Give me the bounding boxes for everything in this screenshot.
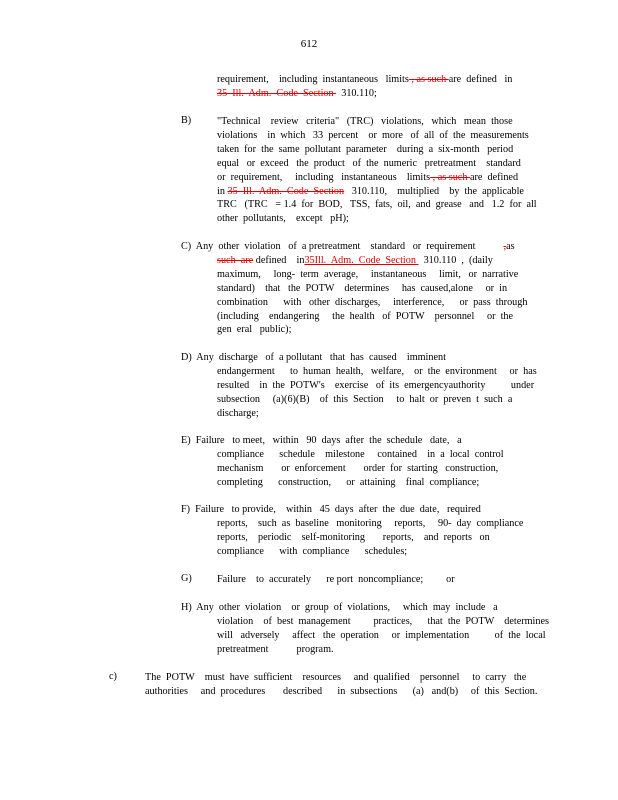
text-fragment: subsection (a)(6)(B) of this Section to halt or preven t such a xyxy=(217,393,513,405)
item-label-d: D) Any discharge of a pollutant that has caused imminent xyxy=(181,352,446,363)
text-line xyxy=(217,171,542,185)
text-fragment: violation of best management practices, that the POTW determines xyxy=(217,615,549,627)
item-b-text xyxy=(217,115,542,226)
text-fragment: combination with other discharges, interference, or pass through xyxy=(217,296,528,308)
text-line xyxy=(181,365,537,379)
text-line xyxy=(181,629,546,643)
text-line xyxy=(181,545,526,559)
item-h-text xyxy=(181,601,549,657)
text-line xyxy=(181,379,535,393)
text-line xyxy=(217,115,542,129)
text-line xyxy=(181,476,526,490)
deleted-text: 35 Ill. Adm. Code Section xyxy=(217,87,337,99)
text-fragment: requirement, including instantaneous limits xyxy=(217,74,409,85)
text-line xyxy=(217,573,527,587)
text-line xyxy=(217,157,542,171)
text-fragment: Failure to accurately re port noncompliance; or xyxy=(217,574,455,585)
text-line xyxy=(217,212,542,226)
text-line xyxy=(181,615,549,629)
text-fragment: authorities and procedures described in subsections (a) and(b) of this Section. xyxy=(145,685,538,697)
text-fragment: reports, such as baseline monitoring reports, 90- day compliance xyxy=(217,517,524,529)
text-fragment: 310.110, multiplied by the applicable xyxy=(344,185,524,197)
text-line xyxy=(181,310,526,324)
text-line xyxy=(181,407,526,421)
deleted-text: , xyxy=(503,241,507,252)
text-fragment: endangerment to human health, welfare, or the environment or has xyxy=(217,365,537,377)
text-line xyxy=(181,254,526,268)
text-fragment: gen eral public); xyxy=(217,324,292,336)
item-label-g: G) xyxy=(181,573,192,584)
item-e-text xyxy=(181,434,526,490)
text-fragment: are defined xyxy=(469,171,519,183)
item-d-text xyxy=(181,351,537,421)
text-fragment: discharge; xyxy=(217,407,259,419)
section-label-c: c) xyxy=(109,671,117,682)
text-fragment: TRC (TRC = 1.4 for BOD, TSS, fats, oil, and grease and 1.2 for all xyxy=(217,199,537,211)
text-fragment: (including endangering the health of POTW personnel or the xyxy=(217,310,514,322)
text-line xyxy=(181,282,526,296)
text-line xyxy=(181,448,526,462)
item-g-text xyxy=(217,573,527,587)
intro-paragraph xyxy=(217,73,535,101)
text-line xyxy=(181,462,526,476)
item-c-text xyxy=(181,240,526,337)
text-fragment: completing construction, or attaining final compliance; xyxy=(217,476,480,488)
text-line xyxy=(181,268,526,282)
text-fragment: 310.110 , (daily xyxy=(418,254,493,266)
text-fragment: as xyxy=(506,241,515,252)
text-line xyxy=(217,185,542,199)
inserted-text: 35Ill. Adm. Code Section xyxy=(304,254,419,266)
deleted-text: such are xyxy=(217,254,254,266)
text-fragment: reports, periodic self-monitoring reports, and reports on xyxy=(217,531,490,543)
text-fragment: compliance schedule milestone contained in a local control xyxy=(217,448,504,460)
item-f-text xyxy=(181,503,526,559)
text-line xyxy=(217,198,542,212)
text-line xyxy=(217,143,542,157)
text-fragment: resulted in the POTW's exercise of its emergencyauthority under xyxy=(217,379,535,391)
text-fragment: The POTW must have sufficient resources and qualified personnel to carry the xyxy=(145,672,527,683)
deleted-text: , as such xyxy=(408,74,449,85)
item-label-e: E) Failure to meet, within 90 days after the schedule date, a xyxy=(181,435,462,446)
text-line xyxy=(181,323,526,337)
text-fragment: mechanism or enforcement order for starting construction, xyxy=(217,462,499,474)
text-fragment: defined in xyxy=(253,254,305,266)
text-fragment xyxy=(476,241,504,252)
text-line xyxy=(181,531,526,545)
text-fragment: maximum, long- term average, instantaneous limit, or narrative xyxy=(217,268,519,280)
item-label-c: C) Any other violation of a pretreatment standard or requirement ,as xyxy=(181,241,515,252)
text-fragment: other pollutants, except pH); xyxy=(217,213,349,225)
text-line xyxy=(217,129,542,143)
item-label-b: B) xyxy=(181,115,192,126)
text-fragment: taken for the same pollutant parameter during a six-month period xyxy=(217,143,514,155)
text-fragment: 310.110; xyxy=(336,87,377,99)
text-fragment: equal or exceed the product of the numeric pretreatment standard xyxy=(217,157,521,169)
text-fragment: in xyxy=(217,185,228,197)
text-line xyxy=(181,517,526,531)
text-fragment: "Technical review criteria" (TRC) violations, which mean those xyxy=(217,116,513,127)
text-fragment: compliance with compliance schedules; xyxy=(217,545,408,557)
text-fragment: will adversely affect the operation or implementation of the local xyxy=(217,629,546,641)
text-fragment: are defined in xyxy=(448,74,513,85)
text-line xyxy=(217,73,535,87)
text-line xyxy=(217,87,535,101)
text-fragment: pretreatment program. xyxy=(217,643,334,655)
deleted-text: , as such xyxy=(430,171,470,183)
deleted-text: 35 Ill. Adm. Code Section xyxy=(227,185,345,197)
page-number: 612 xyxy=(300,38,318,50)
text-line xyxy=(181,643,526,657)
text-fragment: standard) that the POTW determines has caused,alone or in xyxy=(217,282,508,294)
text-fragment: violations in which 33 percent or more of all of the measurements xyxy=(217,129,529,141)
text-line xyxy=(145,685,538,699)
item-label-h: H) Any other violation or group of violations, which may include a xyxy=(181,602,498,613)
text-fragment xyxy=(476,241,515,252)
text-line xyxy=(181,393,526,407)
text-line xyxy=(145,671,525,685)
text-fragment: or requirement, including instantaneous limits xyxy=(217,171,431,183)
text-line xyxy=(181,296,526,310)
item-label-f: F) Failure to provide, within 45 days after the due date, required xyxy=(181,504,481,515)
section-c-text xyxy=(145,671,538,699)
